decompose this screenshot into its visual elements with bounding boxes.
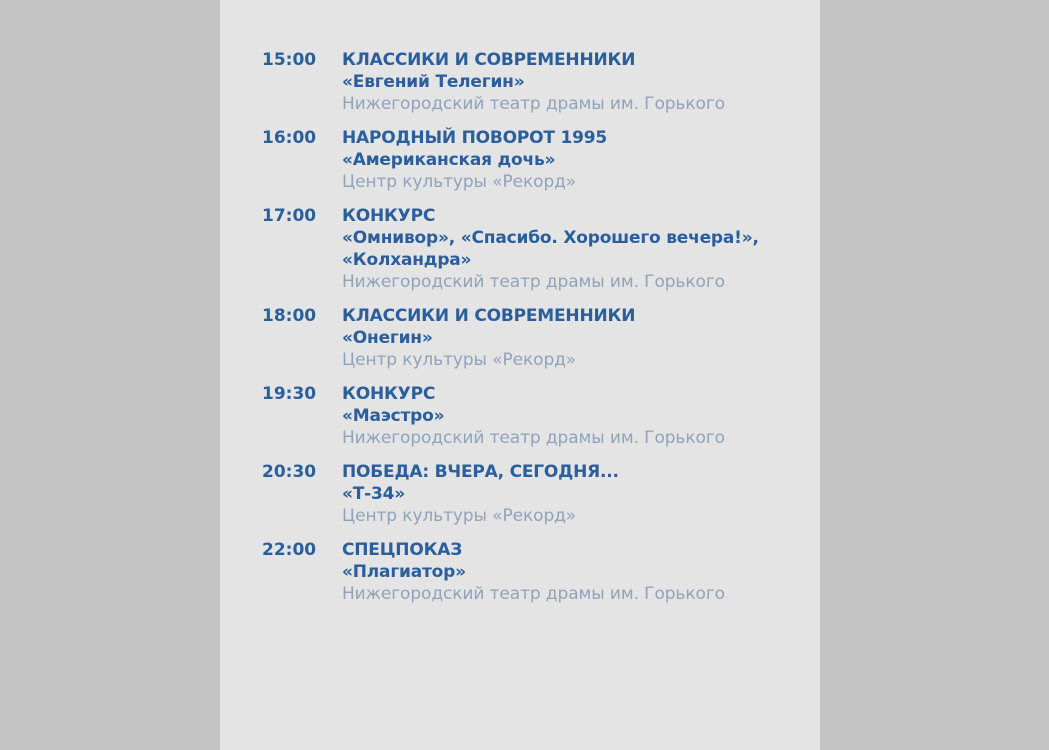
entry-title-continued: «Колхандра» bbox=[342, 250, 472, 270]
entry-venue: Нижегородский театр драмы им. Горького bbox=[342, 272, 725, 292]
entry-venue: Центр культуры «Рекорд» bbox=[342, 350, 577, 370]
entry-venue: Нижегородский театр драмы им. Горького bbox=[342, 94, 725, 114]
schedule-entry bbox=[262, 461, 807, 527]
entry-section: КОНКУРС bbox=[342, 206, 436, 226]
entry-section: КЛАССИКИ И СОВРЕМЕННИКИ bbox=[342, 50, 636, 70]
entry-time: 15:00 bbox=[262, 50, 317, 70]
entry-title: «Американская дочь» bbox=[342, 150, 556, 170]
entry-title: «Евгений Телегин» bbox=[342, 72, 525, 92]
entry-section: НАРОДНЫЙ ПОВОРОТ 1995 bbox=[342, 128, 608, 148]
entry-time: 20:30 bbox=[262, 462, 317, 482]
schedule-entry bbox=[262, 539, 807, 605]
entry-time: 22:00 bbox=[262, 540, 317, 560]
entry-section: ПОБЕДА: ВЧЕРА, СЕГОДНЯ... bbox=[342, 462, 619, 482]
schedule-entry bbox=[262, 49, 807, 115]
schedule-entry bbox=[262, 127, 807, 193]
entry-section: КОНКУРС bbox=[342, 384, 436, 404]
entry-time: 18:00 bbox=[262, 306, 317, 326]
entry-time: 16:00 bbox=[262, 128, 317, 148]
entry-venue: Центр культуры «Рекорд» bbox=[342, 506, 577, 526]
entry-title: «Омнивор», «Спасибо. Хорошего вечера!», bbox=[342, 228, 759, 248]
entry-time: 19:30 bbox=[262, 384, 317, 404]
schedule-list bbox=[262, 49, 807, 617]
entry-time: 17:00 bbox=[262, 206, 317, 226]
entry-venue: Нижегородский театр драмы им. Горького bbox=[342, 428, 725, 448]
entry-title: «Плагиатор» bbox=[342, 562, 466, 582]
entry-venue: Нижегородский театр драмы им. Горького bbox=[342, 584, 725, 604]
entry-title: «Т-34» bbox=[342, 484, 406, 504]
schedule-entry bbox=[262, 205, 807, 293]
schedule-entry bbox=[262, 383, 807, 449]
schedule-page bbox=[220, 0, 820, 750]
entry-section: КЛАССИКИ И СОВРЕМЕННИКИ bbox=[342, 306, 636, 326]
entry-title: «Онегин» bbox=[342, 328, 433, 348]
entry-venue: Центр культуры «Рекорд» bbox=[342, 172, 577, 192]
schedule-entry bbox=[262, 305, 807, 371]
entry-section: СПЕЦПОКАЗ bbox=[342, 540, 463, 560]
entry-title: «Маэстро» bbox=[342, 406, 445, 426]
